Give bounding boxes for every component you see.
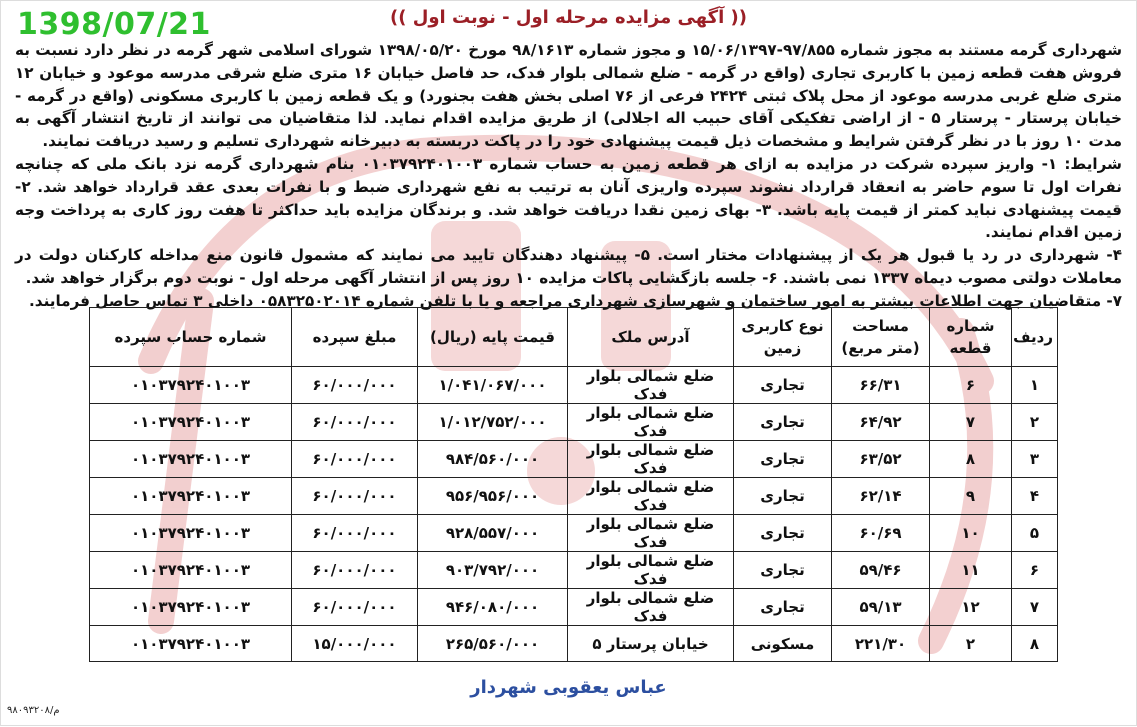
table-cell: ۹۵۶/۹۵۶/۰۰۰ (418, 478, 568, 515)
table-cell: ۴ (1012, 478, 1058, 515)
table-cell: ۰۱۰۳۷۹۲۴۰۱۰۰۳ (90, 404, 292, 441)
table-cell: تجاری (734, 515, 832, 552)
table-cell: ۹۰۳/۷۹۲/۰۰۰ (418, 552, 568, 589)
header-cell-address: آدرس ملک (568, 308, 734, 367)
table-cell: ۲۲۱/۳۰ (832, 626, 930, 662)
table-cell: ۵۹/۴۶ (832, 552, 930, 589)
table-cell: ۶۳/۵۲ (832, 441, 930, 478)
table-cell: ۰۱۰۳۷۹۲۴۰۱۰۰۳ (90, 552, 292, 589)
table-row (90, 441, 1058, 478)
table-cell: ۱/۰۱۲/۷۵۲/۰۰۰ (418, 404, 568, 441)
table-cell: ۲ (1012, 404, 1058, 441)
table-row (90, 478, 1058, 515)
table-cell: ۱۱ (930, 552, 1012, 589)
table-row (90, 552, 1058, 589)
table-cell: ۶۰/۶۹ (832, 515, 930, 552)
body-paragraph: شرایط: ۱- واریز سپرده شرکت در مزایده به ازای هر قطعه زمین به حساب شماره ۰۱۰۳۷۹۲۴۰۱۰۰۳ بنام شهرداری گرمه نزد بانک ملی که چنانچه نفرات اول تا سوم حاضر به انعقاد قرارداد نشوند سپرده واریزی آنان به ترتیب به نفع شهرداری ضبط و با نفرات بعدی عقد قرارداد خواهد شد. ۲- قیمت پیشنهادی نباید کمتر از قیمت پایه باشد. ۳- بهای زمین نقدا دریافت خواهد شد. و برندگان مزایده باید حداکثر تا هفت روز کاری به پرداخت وجه زمین اقدام نمایند. (15, 154, 1122, 242)
table-cell: ۰۱۰۳۷۹۲۴۰۱۰۰۳ (90, 589, 292, 626)
table-cell: ۹۴۶/۰۸۰/۰۰۰ (418, 589, 568, 626)
table-cell: ۶۰/۰۰۰/۰۰۰ (292, 515, 418, 552)
header-cell-row-number: ردیف (1012, 308, 1058, 367)
table-cell: ۶ (1012, 552, 1058, 589)
table-cell: ۱/۰۴۱/۰۶۷/۰۰۰ (418, 367, 568, 404)
table-cell: ۷ (930, 404, 1012, 441)
header-cell-area: مساحت (متر مربع) (832, 308, 930, 367)
table-cell: ۹۲۸/۵۵۷/۰۰۰ (418, 515, 568, 552)
table-cell: ۶۶/۳۱ (832, 367, 930, 404)
table-cell: ضلع شمالی بلوار فدک (568, 441, 734, 478)
table-cell: ضلع شمالی بلوار فدک (568, 589, 734, 626)
table-cell: ۶۰/۰۰۰/۰۰۰ (292, 478, 418, 515)
table-cell: ۰۱۰۳۷۹۲۴۰۱۰۰۳ (90, 515, 292, 552)
table-cell: ۶ (930, 367, 1012, 404)
table-cell: ۹۸۴/۵۶۰/۰۰۰ (418, 441, 568, 478)
table-cell: ۱ (1012, 367, 1058, 404)
table-cell: ضلع شمالی بلوار فدک (568, 515, 734, 552)
table-cell: ۰۱۰۳۷۹۲۴۰۱۰۰۳ (90, 441, 292, 478)
table-row (90, 515, 1058, 552)
table-cell: ۶۰/۰۰۰/۰۰۰ (292, 367, 418, 404)
table-cell: ۰۱۰۳۷۹۲۴۰۱۰۰۳ (90, 367, 292, 404)
table-cell: ۱۵/۰۰۰/۰۰۰ (292, 626, 418, 662)
table-cell: ۶۴/۹۲ (832, 404, 930, 441)
mayor-signature: عباس یعقوبی شهردار (470, 677, 667, 698)
table-cell: ۶۰/۰۰۰/۰۰۰ (292, 552, 418, 589)
table-row (90, 589, 1058, 626)
header-cell-land-use: نوع کاربری زمین (734, 308, 832, 367)
table-cell: ۶۰/۰۰۰/۰۰۰ (292, 404, 418, 441)
table-header-row (90, 308, 1058, 367)
table-cell: ۹ (930, 478, 1012, 515)
table-cell: تجاری (734, 589, 832, 626)
header-cell-deposit-account: شماره حساب سپرده (90, 308, 292, 367)
table-cell: ضلع شمالی بلوار فدک (568, 367, 734, 404)
table-cell: ۵ (1012, 515, 1058, 552)
header-cell-deposit-amount: مبلغ سپرده (292, 308, 418, 367)
date-stamp: 1398/07/21 (17, 7, 211, 42)
table-cell: ۲۶۵/۵۶۰/۰۰۰ (418, 626, 568, 662)
table-row (90, 367, 1058, 404)
table-cell: مسکونی (734, 626, 832, 662)
table-cell: ۸ (930, 441, 1012, 478)
header-cell-parcel-number: شماره قطعه (930, 308, 1012, 367)
table-cell: تجاری (734, 478, 832, 515)
table-cell: ۶۰/۰۰۰/۰۰۰ (292, 589, 418, 626)
table-cell: ضلع شمالی بلوار فدک (568, 404, 734, 441)
table-cell: ۷ (1012, 589, 1058, 626)
table-cell: تجاری (734, 441, 832, 478)
table-cell: خیابان پرستار ۵ (568, 626, 734, 662)
table-cell: ۸ (1012, 626, 1058, 662)
table-cell: ۲ (930, 626, 1012, 662)
table-cell: ۶۲/۱۴ (832, 478, 930, 515)
header-cell-base-price: قیمت پایه (ریال) (418, 308, 568, 367)
table-row (90, 626, 1058, 662)
table-cell: ۶۰/۰۰۰/۰۰۰ (292, 441, 418, 478)
table-cell: تجاری (734, 552, 832, 589)
table-cell: ۵۹/۱۳ (832, 589, 930, 626)
table-cell: تجاری (734, 404, 832, 441)
table-cell: ضلع شمالی بلوار فدک (568, 478, 734, 515)
table-cell: ضلع شمالی بلوار فدک (568, 552, 734, 589)
table-cell: ۰۱۰۳۷۹۲۴۰۱۰۰۳ (90, 478, 292, 515)
table-cell: ۳ (1012, 441, 1058, 478)
auction-table (89, 307, 1058, 662)
notice-code: ۹۸۰۹۳۲۰۸/م (7, 705, 60, 716)
body-paragraph: ۴- شهرداری در رد یا قبول هر یک از پیشنهادات مختار است. ۵- پیشنهاد دهندگان تایید می نمایند که مشمول قانون منع مداخله کارکنان دولت در معاملات دولتی مصوب دیماه ۱۳۳۷ نمی باشند. ۶- جلسه بازگشایی پاکات مزایده ۱۰ روز پس از انتشار آگهی مرحله اول - نوبت دوم برگزار خواهد شد. (15, 246, 1123, 287)
table-cell: ۱۰ (930, 515, 1012, 552)
notice-body (15, 39, 1122, 313)
body-paragraph: ۷- متقاضیان جهت اطلاعات بیشتر به امور ساختمان و شهرسازی شهرداری مراجعه و یا با تلفن شماره ۰۵۸۳۲۵۰۲۰۱۴ داخلی ۳ تماس حاصل فرمایند. (29, 291, 1122, 310)
table-cell: تجاری (734, 367, 832, 404)
table-cell: ۰۱۰۳۷۹۲۴۰۱۰۰۳ (90, 626, 292, 662)
body-paragraph: شهرداری گرمه مستند به مجوز شماره ۹۷/۸۵۵-۱۵/۰۶/۱۳۹۷ و مجوز شماره ۹۸/۱۶۱۳ مورخ ۱۳۹۸/۰۵/۲۰ شورای اسلامی شهر گرمه در نظر دارد نسبت به فروش هفت قطعه زمین با کاربری تجاری (واقع در گرمه - ضلع شمالی بلوار فدک، حد فاصل خیابان ۱۶ متری ضلع شرقی مدرسه موعود و خیابان ۱۲ متری ضلع غربی مدرسه موعود از محل پلاک ثبتی ۲۴۲۴ فرعی از ۷۶ اصلی بخش هفت بجنورد) و یک قطعه زمین با کاربری مسکونی (واقع در گرمه - خیابان پرستار - پرستار ۵ - از اراضی تفکیکی آقای حبیب اله اجلالی) از طریق مزایده اقدام نماید. لذا متقاضیان می توانند از تاریخ انتشار آگهی به مدت ۱۰ روز با در نظر گرفتن شرایط و مشخصات ذیل قیمت پیشنهادی خود را در پاکت دربسته به دبیرخانه شهرداری تسلیم و رسید دریافت نمایند. (15, 41, 1122, 151)
table-cell: ۱۲ (930, 589, 1012, 626)
notice-title: (( آگهی مزایده مرحله اول - نوبت اول )) (390, 7, 747, 28)
table-row (90, 404, 1058, 441)
